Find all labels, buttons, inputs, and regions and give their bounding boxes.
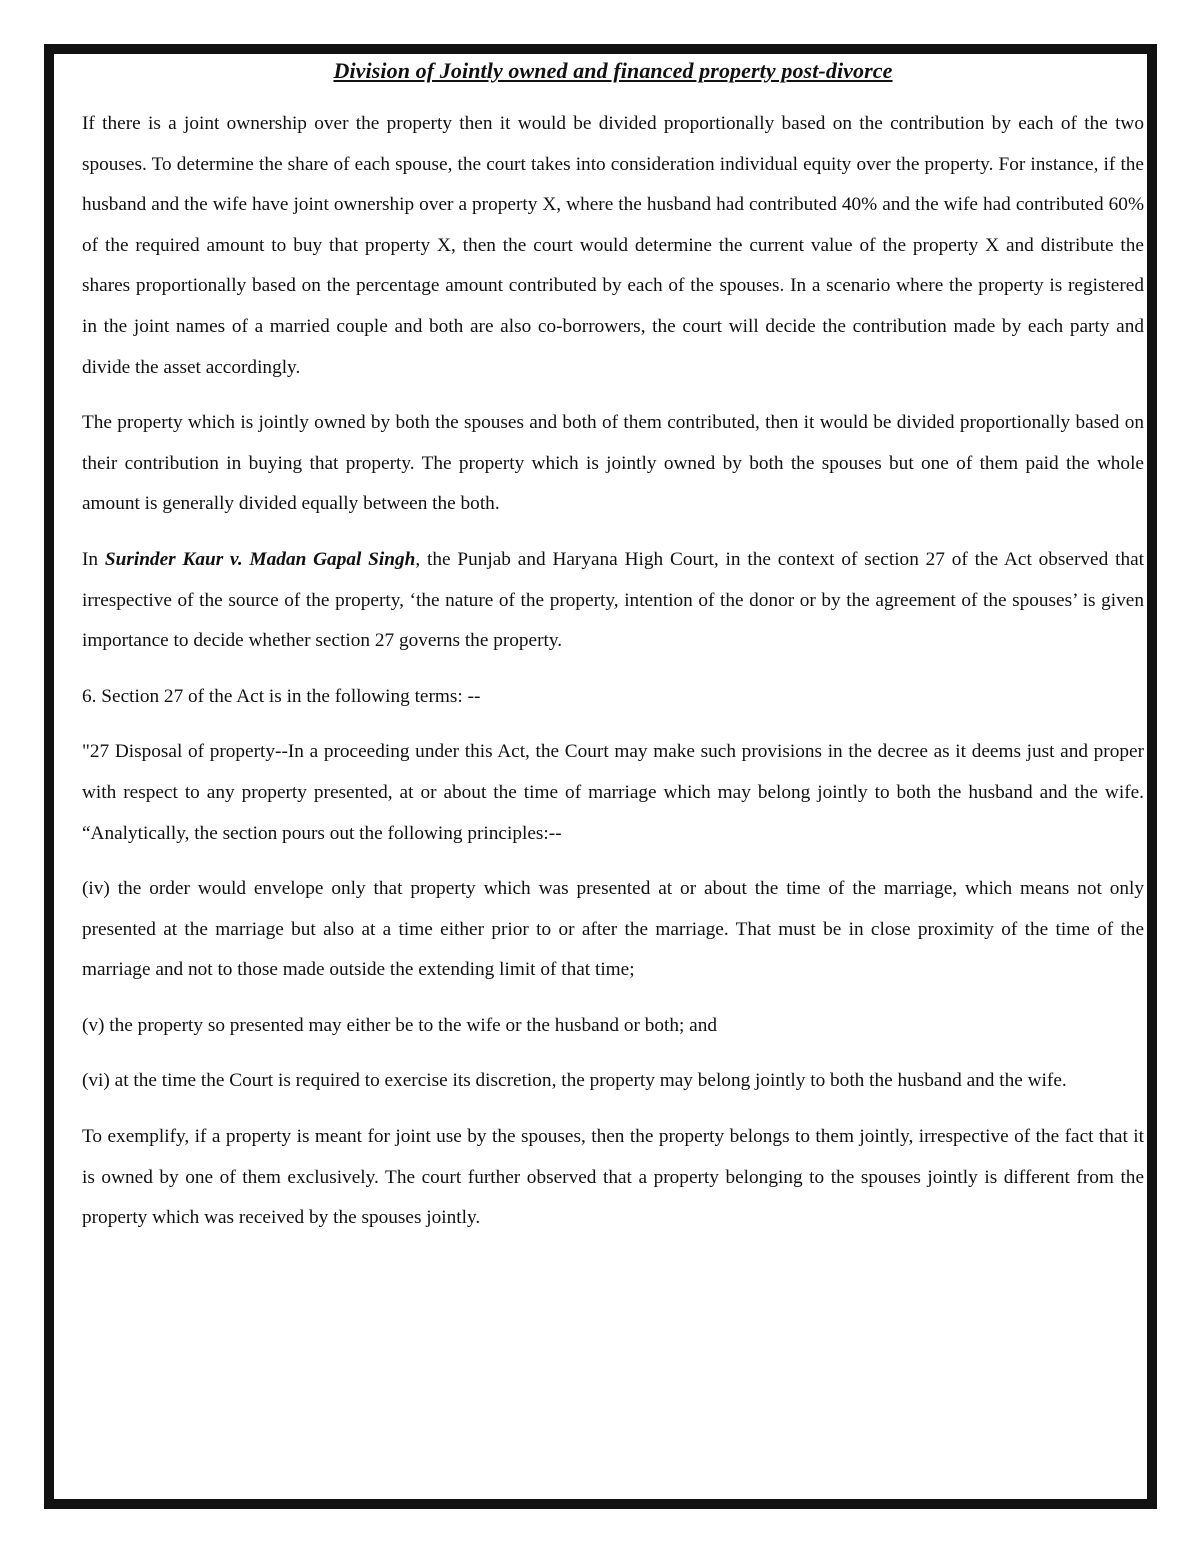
principle-iv: (iv) the order would envelope only that property which was presented at or about the time of the marriage, which means not only presented at the marriage but also at a time either prior to or after the marriage. That must be in close proximity of the time of the marriage and not to those made outside the extending limit of that time; — [82, 878, 1144, 981]
paragraph-joint-ownership: If there is a joint ownership over the property then it would be divided proportionally based on the contribution by each of the two spouses. To determine the share of each spouse, the court takes into consideration individual equity over the property. For instance, if the husband and the wife have joint ownership over a property X, where the husband had contributed 40% and the wife had contributed 60% of the required amount to buy that property X, then the court would determine the current value of the property X and distribute the shares proportionally based on the percentage amount contributed by each of the spouses. In a scenario where the property is registered in the joint names of a married couple and both are also co-borrowers, the court will decide the contribution made by each party and divide the asset accordingly. — [82, 113, 1144, 378]
principle-vi: (vi) at the time the Court is required to exercise its discretion, the property may belong jointly to both the husband and the wife. — [82, 1070, 1067, 1092]
document-body — [82, 58, 1144, 1254]
case-text: , the Punjab and Haryana High Court, in the context of section 27 of the Act observed that irrespective of the source of the property, ‘the nature of the property, intention of the donor or by the agreement of the spouses’ is given importance to decide whether section 27 governs the property. — [82, 548, 1144, 652]
paragraph-section-27-intro: 6. Section 27 of the Act is in the following terms: -- — [82, 685, 481, 707]
paragraph-section-27-text: "27 Disposal of property--In a proceeding under this Act, the Court may make such provisions in the decree as it deems just and proper with respect to any property presented, at or about the time of marriage which may belong jointly to both the husband and the wife. “Analytically, the section pours out the following principles:-- — [82, 741, 1144, 844]
paragraph-case-reference — [82, 540, 1144, 662]
paragraph-exemplify: To exemplify, if a property is meant for joint use by the spouses, then the property belongs to them jointly, irrespective of the fact that it is owned by one of them exclusively. The court further observed that a property belonging to the spouses jointly is different from the property which was received by the spouses jointly. — [82, 1126, 1144, 1229]
case-prefix: In — [82, 548, 105, 570]
paragraph-joint-contribution: The property which is jointly owned by both the spouses and both of them contributed, then it would be divided proportionally based on their contribution in buying that property. The property which is jointly owned by both the spouses but one of them paid the whole amount is generally divided equally between the both. — [82, 412, 1144, 515]
case-name: Surinder Kaur v. Madan Gapal Singh — [104, 548, 416, 570]
document-title: Division of Jointly owned and financed property post-divorce — [333, 58, 893, 83]
principle-v: (v) the property so presented may either be to the wife or the husband or both; and — [82, 1014, 718, 1036]
